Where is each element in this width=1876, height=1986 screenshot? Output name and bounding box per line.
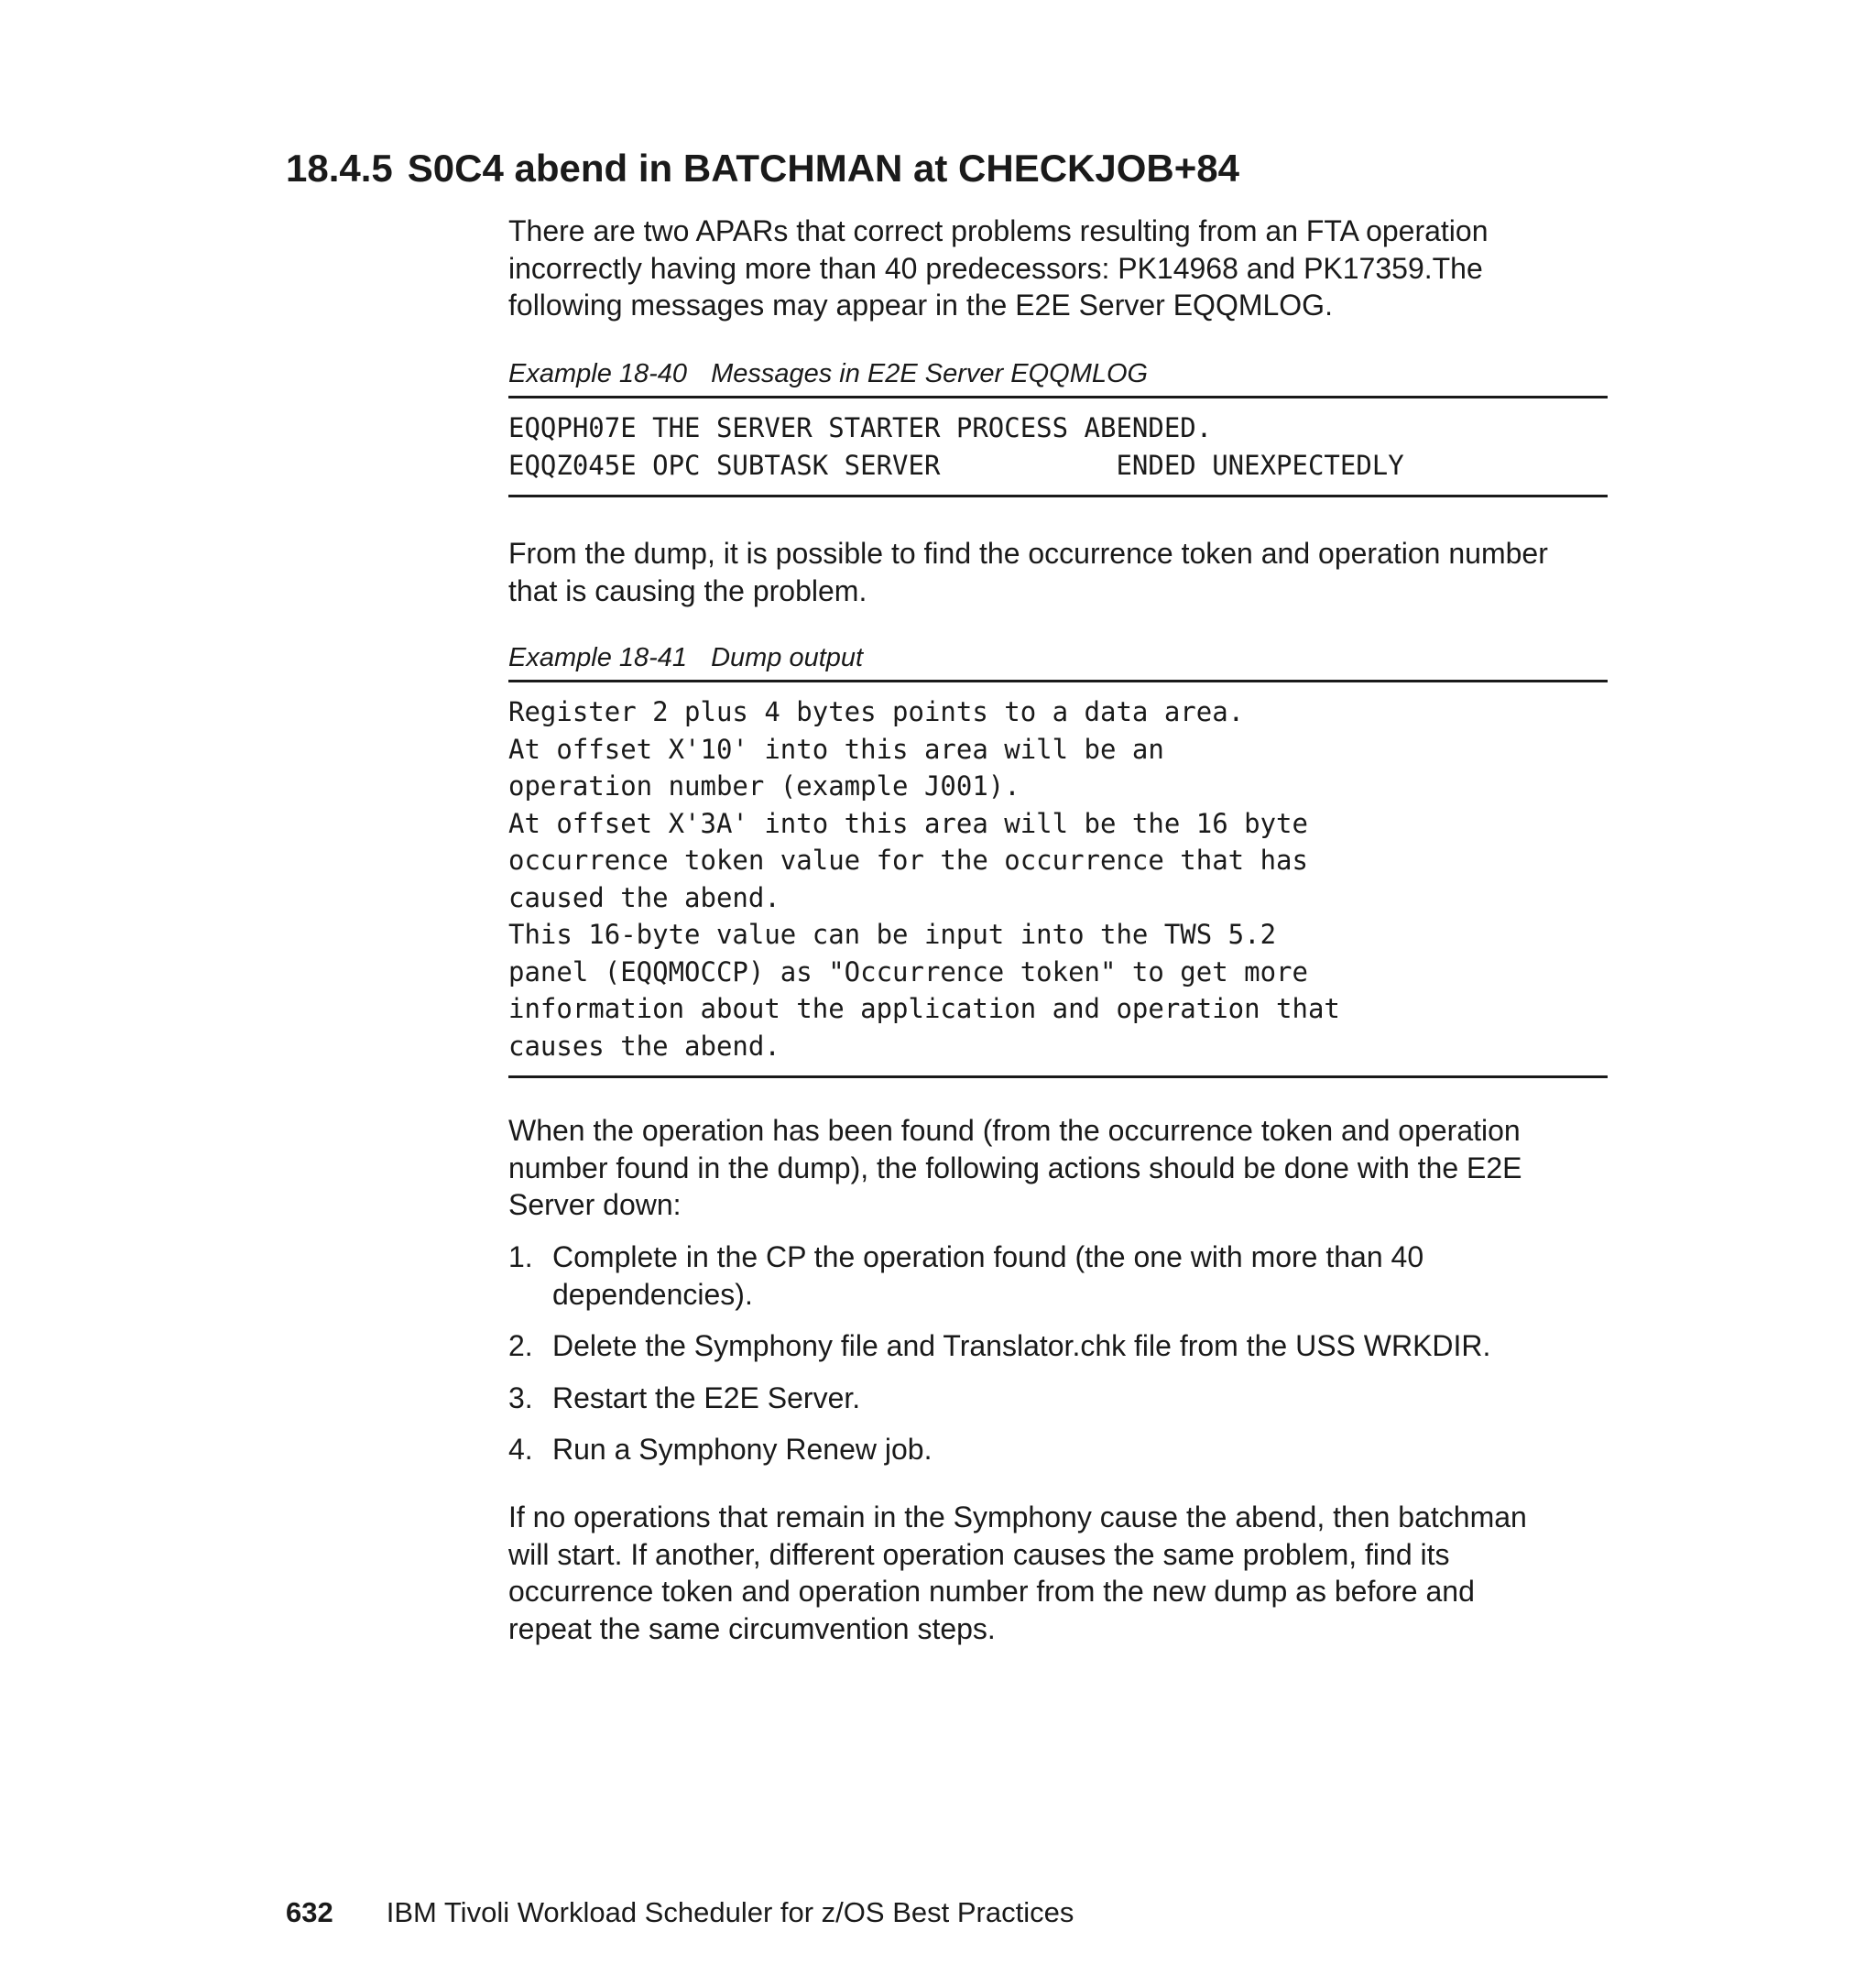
intro-line: following messages may appear in the E2E Server EQQMLOG. bbox=[508, 289, 1333, 322]
intro-paragraph bbox=[508, 213, 1608, 324]
step-text: Complete in the CP the operation found (the one with more than 40 bbox=[552, 1240, 1424, 1273]
step-number: 2. bbox=[508, 1329, 533, 1362]
step-number: 4. bbox=[508, 1433, 533, 1466]
example-title: Dump output bbox=[711, 643, 864, 672]
para-line: From the dump, it is possible to find the occurrence token and operation number bbox=[508, 537, 1548, 570]
page-number: 632 bbox=[286, 1896, 333, 1928]
code-line: causes the abend. bbox=[508, 1030, 780, 1062]
para-line: When the operation has been found (from the occurrence token and operation bbox=[508, 1114, 1521, 1147]
closing-paragraph bbox=[508, 1499, 1608, 1647]
code-line: This 16-byte value can be input into the TWS 5.2 bbox=[508, 919, 1277, 950]
para-line: Server down: bbox=[508, 1188, 682, 1221]
step-text: Restart the E2E Server. bbox=[552, 1380, 861, 1414]
para-line: repeat the same circumvention steps. bbox=[508, 1611, 996, 1645]
code-block-messages bbox=[508, 396, 1608, 497]
code-line: panel (EQQMOCCP) as "Occurrence token" to get more bbox=[508, 955, 1308, 988]
page-footer bbox=[286, 1896, 1074, 1929]
code-line: caused the abend. bbox=[508, 881, 780, 913]
list-item bbox=[508, 1239, 1608, 1313]
code-block-dump bbox=[508, 680, 1608, 1078]
section-title: S0C4 abend in BATCHMAN at CHECKJOB+84 bbox=[407, 147, 1239, 190]
para-line: that is causing the problem. bbox=[508, 573, 867, 607]
step-number: 3. bbox=[508, 1380, 533, 1414]
section-number: 18.4.5 bbox=[286, 147, 393, 190]
example-caption-18-41 bbox=[508, 641, 1608, 674]
book-title: IBM Tivoli Workload Scheduler for z/OS Best Practices bbox=[386, 1896, 1074, 1928]
code-line: occurrence token value for the occurrence that has bbox=[508, 845, 1308, 876]
para-line: occurrence token and operation number from the new dump as before and bbox=[508, 1575, 1475, 1608]
actions-intro-paragraph bbox=[508, 1112, 1608, 1224]
example-title: Messages in E2E Server EQQMLOG bbox=[711, 359, 1149, 388]
example-label: Example 18-40 bbox=[508, 359, 688, 388]
code-line: At offset X'10' into this area will be an bbox=[508, 733, 1164, 765]
list-item bbox=[508, 1327, 1608, 1365]
code-line: EQQPH07E THE SERVER STARTER PROCESS ABENDED. bbox=[508, 412, 1213, 443]
intro-line: incorrectly having more than 40 predecessors: PK14968 and PK17359.The bbox=[508, 251, 1483, 285]
code-line: EQQZ045E OPC SUBTASK SERVER ENDED UNEXPECTEDLY bbox=[508, 449, 1404, 481]
steps-list bbox=[508, 1239, 1608, 1483]
code-line: information about the application and operation that bbox=[508, 993, 1340, 1024]
para-line: will start. If another, different operation causes the same problem, find its bbox=[508, 1537, 1450, 1571]
para-line: If no operations that remain in the Symphony cause the abend, then batchman bbox=[508, 1500, 1527, 1533]
step-text: Delete the Symphony file and Translator.chk file from the USS WRKDIR. bbox=[552, 1329, 1491, 1362]
step-number: 1. bbox=[508, 1240, 533, 1273]
code-line: Register 2 plus 4 bytes points to a data area. bbox=[508, 696, 1245, 727]
example-label: Example 18-41 bbox=[508, 643, 688, 672]
dump-intro-paragraph bbox=[508, 535, 1608, 609]
para-line: number found in the dump), the following actions should be done with the E2E bbox=[508, 1151, 1522, 1184]
code-line: At offset X'3A' into this area will be the 16 byte bbox=[508, 807, 1308, 839]
list-item bbox=[508, 1380, 1608, 1417]
example-caption-18-40 bbox=[508, 357, 1608, 390]
step-text: dependencies). bbox=[552, 1277, 753, 1311]
step-text: Run a Symphony Renew job. bbox=[552, 1433, 933, 1466]
intro-line: There are two APARs that correct problems resulting from an FTA operation bbox=[508, 214, 1489, 247]
list-item bbox=[508, 1431, 1608, 1468]
section-heading bbox=[286, 145, 1239, 192]
code-line: operation number (example J001). bbox=[508, 770, 1020, 802]
